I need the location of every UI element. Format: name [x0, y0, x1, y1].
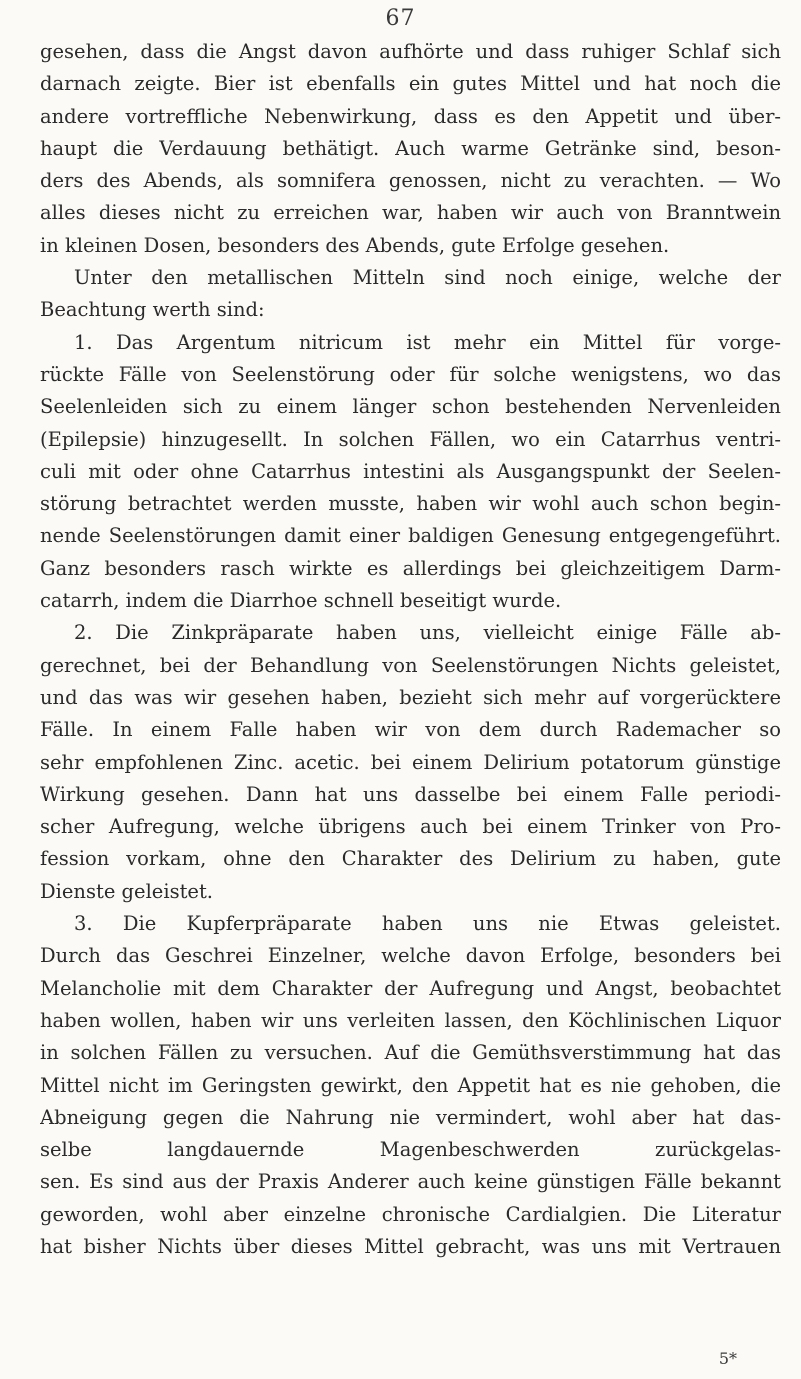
text-line: Wirkung gesehen. Dann hat uns dasselbe bei einem Falle periodi- — [40, 782, 781, 806]
text-line: ders des Abends, als somnifera genossen, nicht zu verachten. — Wo — [40, 169, 781, 193]
text-line: Durch das Geschrei Einzelner, welche davon Erfolge, besonders bei — [40, 944, 781, 968]
text-line: gerechnet, bei der Behandlung von Seelenstörungen Nichts geleistet, — [40, 653, 781, 677]
text-line: und das was wir gesehen haben, bezieht sich mehr auf vorgerücktere — [40, 685, 781, 709]
text-line: Fälle. In einem Falle haben wir von dem durch Rademacher so — [40, 718, 781, 742]
text-line: hat bisher Nichts über dieses Mittel gebracht, was uns mit Vertrauen — [40, 1234, 781, 1258]
body-text — [40, 36, 781, 1263]
signature-mark: 5* — [718, 1349, 737, 1368]
text-line: culi mit oder ohne Catarrhus intestini als Ausgangspunkt der Seelen- — [40, 459, 781, 483]
text-line: gesehen, dass die Angst davon aufhörte und dass ruhiger Schlaf sich — [40, 40, 781, 63]
text-line: rückte Fälle von Seelenstörung oder für solche wenigstens, wo das — [40, 362, 781, 386]
text-line: haben wollen, haben wir uns verleiten lassen, den Köchlinischen Liquor — [40, 1008, 781, 1032]
text-line: Ganz besonders rasch wirkte es allerdings bei gleichzeitigem Darm- — [40, 556, 781, 580]
text-line: darnach zeigte. Bier ist ebenfalls ein gutes Mittel und hat noch die — [40, 72, 781, 96]
text-line: Dienste geleistet. — [40, 879, 214, 903]
text-line: haupt die Verdauung bethätigt. Auch warme Getränke sind, beson- — [40, 136, 781, 160]
text-line: Mittel nicht im Geringsten gewirkt, den Appetit hat es nie gehoben, die — [40, 1073, 781, 1097]
page-number: 67 — [385, 6, 416, 31]
text-line: sehr empfohlenen Zinc. acetic. bei einem Delirium potatorum günstige — [40, 750, 781, 774]
text-line: catarrh, indem die Diarrhoe schnell beseitigt wurde. — [40, 589, 562, 613]
text-line: Seelenleiden sich zu einem länger schon bestehenden Nervenleiden — [40, 395, 781, 419]
text-line: alles dieses nicht zu erreichen war, haben wir auch von Branntwein — [40, 201, 781, 225]
text-line: in kleinen Dosen, besonders des Abends, gute Erfolge gesehen. — [40, 233, 670, 257]
text-line: Melancholie mit dem Charakter der Aufregung und Angst, beobachtet — [40, 976, 781, 1000]
text-line: andere vortreffliche Nebenwirkung, dass es den Appetit und über- — [40, 104, 781, 128]
text-line: Abneigung gegen die Nahrung nie vermindert, wohl aber hat das- — [40, 1105, 781, 1129]
text-line: scher Aufregung, welche übrigens auch bei einem Trinker von Pro- — [40, 815, 781, 839]
text-line: sen. Es sind aus der Praxis Anderer auch keine günstigen Fälle bekannt — [40, 1170, 781, 1194]
text-line: geworden, wohl aber einzelne chronische Cardialgien. Die Literatur — [40, 1202, 781, 1226]
text-line: (Epilepsie) hinzugesellt. In solchen Fällen, wo ein Catarrhus ventri- — [40, 427, 781, 451]
text-line: störung betrachtet werden musste, haben wir wohl auch schon begin- — [40, 492, 781, 516]
text-line: Unter den metallischen Mitteln sind noch einige, welche der — [74, 266, 781, 290]
text-line: nende Seelenstörungen damit einer baldigen Genesung entgegengeführt. — [40, 524, 781, 548]
text-line: fession vorkam, ohne den Charakter des Delirium zu haben, gute — [40, 847, 781, 871]
list-item-kupfer: 3. Die Kupferpräparate haben uns nie Etwas geleistet. — [74, 912, 781, 936]
list-item-zink: 2. Die Zinkpräparate haben uns, vielleicht einige Fälle ab- — [74, 621, 781, 645]
list-item-argentum: 1. Das Argentum nitricum ist mehr ein Mittel für vorge- — [74, 330, 781, 354]
text-line: Beachtung werth sind: — [40, 298, 265, 322]
text-line: in solchen Fällen zu versuchen. Auf die Gemüthsverstimmung hat das — [40, 1041, 781, 1065]
text-line: selbe langdauernde Magenbeschwerden zurückgelas- — [40, 1138, 781, 1162]
